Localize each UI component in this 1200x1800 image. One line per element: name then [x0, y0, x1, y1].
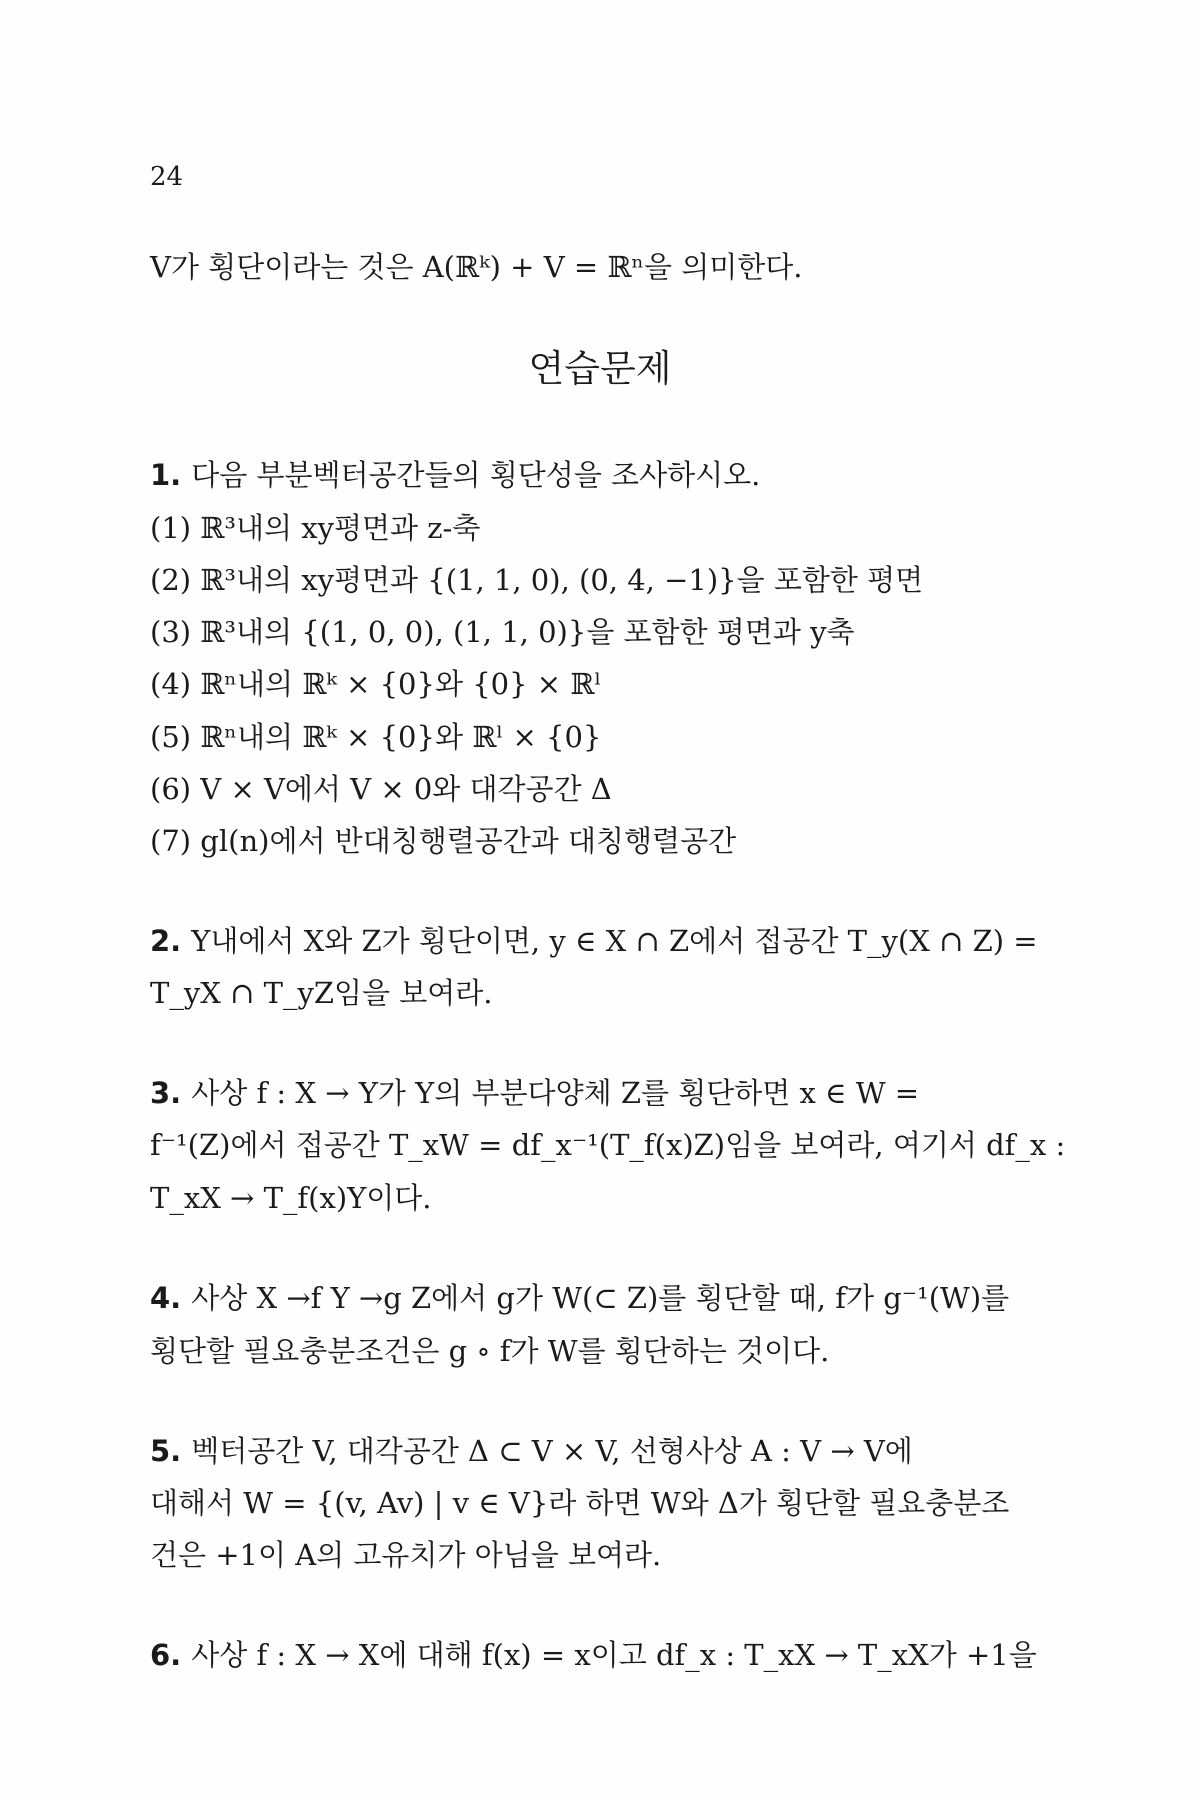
page-number: 24: [150, 162, 184, 192]
problem-1-item-4: (4) ℝⁿ내의 ℝᵏ × {0}와 {0} × ℝˡ: [150, 667, 602, 701]
problem-2-line-1: [150, 926, 1052, 956]
problem-text: 다음 부분벡터공간들의 횡단성을 조사하시오.: [191, 458, 761, 492]
problem-3-line-1: [150, 1078, 1052, 1108]
problem-text: Y내에서 X와 Z가 횡단이면, y ∈ X ∩ Z에서 접공간 T_y(X ∩ Z) =: [191, 924, 1038, 958]
problem-1-item-1: (1) ℝ³내의 xy평면과 z-축: [150, 511, 481, 545]
problem-6-line-1: [150, 1640, 1052, 1670]
intro-line: V가 횡단이라는 것은 A(ℝᵏ) + V = ℝⁿ을 의미한다.: [150, 250, 803, 284]
problem-number: 6.: [150, 1638, 182, 1672]
problem-number: 5.: [150, 1434, 182, 1468]
problem-5-line-2: 대해서 W = {(v, Av) | v ∈ V}라 하면 W와 Δ가 횡단할 필요충분조: [150, 1486, 1010, 1520]
problem-text: 사상 f : X → X에 대해 f(x) = x이고 df_x : T_xX → T_xX가 +1을: [191, 1638, 1037, 1672]
problem-1-item-6: (6) V × V에서 V × 0와 대각공간 Δ: [150, 772, 612, 806]
problem-2-line-2: T_yX ∩ T_yZ임을 보여라.: [150, 976, 493, 1010]
section-title: 연습문제: [528, 347, 672, 390]
problem-1-item-5: (5) ℝⁿ내의 ℝᵏ × {0}와 ℝˡ × {0}: [150, 720, 602, 754]
problem-5-line-1: [150, 1436, 1052, 1466]
problem-text: 벡터공간 V, 대각공간 Δ ⊂ V × V, 선형사상 A : V → V에: [191, 1434, 913, 1468]
problem-text: 사상 f : X → Y가 Y의 부분다양체 Z를 횡단하면 x ∈ W =: [191, 1076, 920, 1110]
problem-4-line-2: 횡단할 필요충분조건은 g ∘ f가 W를 횡단하는 것이다.: [150, 1334, 830, 1368]
problem-text: 사상 X →f Y →g Z에서 g가 W(⊂ Z)를 횡단할 때, f가 g⁻¹(W)를: [191, 1281, 1010, 1315]
problem-1-item-2: (2) ℝ³내의 xy평면과 {(1, 1, 0), (0, 4, −1)}을 포함한 평면: [150, 563, 924, 597]
problem-1: [150, 460, 1052, 490]
problem-number: 2.: [150, 924, 182, 958]
problem-number: 1.: [150, 458, 182, 492]
problem-3-line-2: f⁻¹(Z)에서 접공간 T_xW = df_x⁻¹(T_f(x)Z)임을 보여라, 여기서 df_x :: [150, 1128, 1066, 1162]
problem-4-line-1: [150, 1283, 1052, 1313]
problem-number: 4.: [150, 1281, 182, 1315]
problem-3-line-3: T_xX → T_f(x)Y이다.: [150, 1181, 432, 1215]
problem-number: 3.: [150, 1076, 182, 1110]
problem-1-item-3: (3) ℝ³내의 {(1, 0, 0), (1, 1, 0)}을 포함한 평면과 y축: [150, 615, 855, 649]
problem-1-item-7: (7) gl(n)에서 반대칭행렬공간과 대칭행렬공간: [150, 824, 737, 858]
problem-5-line-3: 건은 +1이 A의 고유치가 아님을 보여라.: [150, 1538, 662, 1572]
